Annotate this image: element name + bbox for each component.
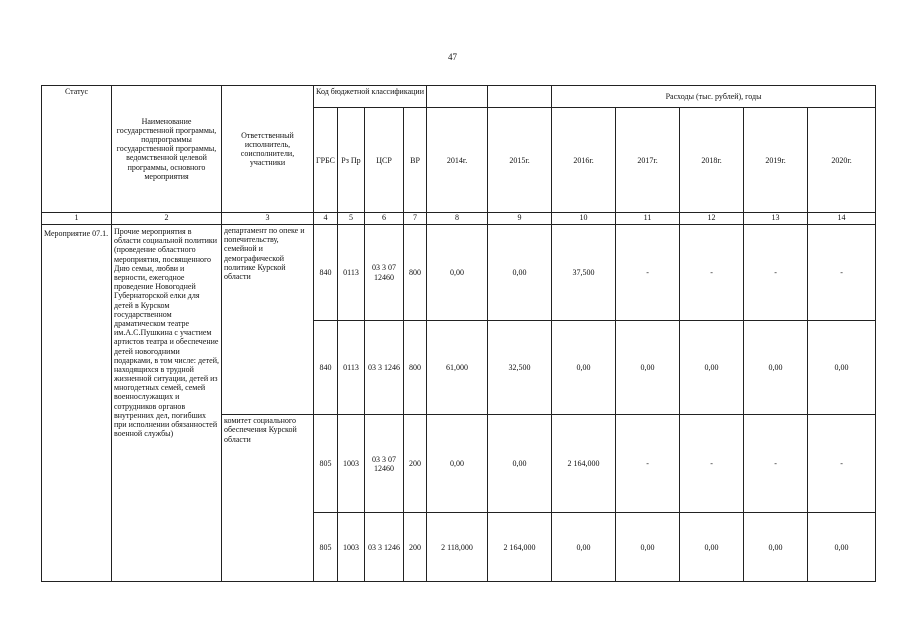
- value-cell: 0,00: [680, 513, 744, 582]
- rzpr-cell: 1003: [338, 415, 365, 513]
- value-cell: 61,000: [427, 321, 488, 415]
- value-cell: 0,00: [552, 513, 616, 582]
- column-number: 4: [314, 212, 338, 224]
- grbs-cell: 840: [314, 321, 338, 415]
- header-row-1: [42, 86, 876, 108]
- value-cell: 0,00: [427, 225, 488, 321]
- value-cell: 2 164,000: [488, 513, 552, 582]
- value-cell: -: [680, 225, 744, 321]
- value-cell: -: [616, 225, 680, 321]
- vr-cell: 200: [404, 415, 427, 513]
- budget-code-header: Код бюджетной классификации: [314, 86, 427, 108]
- value-cell: -: [808, 225, 876, 321]
- year-header: 2018г.: [680, 108, 744, 212]
- value-cell: 0,00: [488, 415, 552, 513]
- activity-name: Прочие мероприятия в области социальной политики (проведение областного мероприятия, посвященного Дню семьи, любви и верности, ежегодное проведение Новогодней Губернаторской елки для детей в Курском государственном драматическом театре им.А.С.Пушкина с участием артистов театра и обеспечение детей новогодними подарками, в том числе: детей, находящихся в трудной жизненной ситуации, детей из многодетных семей, семей военнослужащих и сотрудников органов внутренних дел, погибших при исполнении обязанностей военной службы): [114, 227, 219, 439]
- column-number: 8: [427, 212, 488, 224]
- csr-cell: 03 3 07 12460: [365, 415, 404, 513]
- column-number: 5: [338, 212, 365, 224]
- expenses-header: Расходы (тыс. рублей), годы: [552, 86, 876, 108]
- executor-header: Ответственный исполнитель, соисполнители, участники: [222, 86, 314, 213]
- csr-cell: 03 3 07 12460: [365, 225, 404, 321]
- value-cell: 0,00: [552, 321, 616, 415]
- csr-header: ЦСР: [365, 108, 404, 212]
- value-cell: -: [744, 225, 808, 321]
- header-blank-1: [427, 86, 488, 108]
- column-number: 3: [222, 212, 314, 224]
- rzpr-header: Рз Пр: [338, 108, 365, 212]
- status-header: Статус: [42, 86, 112, 213]
- program-name-header: Наименование государственной программы, подпрограммы государственной программы, ведомственной целевой программы, основного мероприятия: [112, 86, 222, 213]
- year-header: 2020г.: [808, 108, 876, 212]
- value-cell: 0,00: [744, 321, 808, 415]
- rzpr-cell: 1003: [338, 513, 365, 582]
- year-header: 2014г.: [427, 108, 488, 212]
- value-cell: 0,00: [744, 513, 808, 582]
- rzpr-cell: 0113: [338, 321, 365, 415]
- value-cell: 2 118,000: [427, 513, 488, 582]
- column-number: 11: [616, 212, 680, 224]
- vr-cell: 800: [404, 321, 427, 415]
- status-cell: Мероприятие 07.1.: [42, 225, 112, 582]
- column-number-row: [42, 212, 876, 224]
- grbs-header: ГРБС: [314, 108, 338, 212]
- grbs-cell: 840: [314, 225, 338, 321]
- column-number: 6: [365, 212, 404, 224]
- column-number: 13: [744, 212, 808, 224]
- table-row: [42, 225, 876, 321]
- column-number: 2: [112, 212, 222, 224]
- value-cell: -: [616, 415, 680, 513]
- year-header: 2015г.: [488, 108, 552, 212]
- column-number: 7: [404, 212, 427, 224]
- column-number: 14: [808, 212, 876, 224]
- column-number: 12: [680, 212, 744, 224]
- vr-cell: 800: [404, 225, 427, 321]
- value-cell: -: [808, 415, 876, 513]
- budget-table: [41, 85, 876, 582]
- value-cell: 0,00: [808, 513, 876, 582]
- value-cell: 37,500: [552, 225, 616, 321]
- column-number: 1: [42, 212, 112, 224]
- value-cell: 0,00: [680, 321, 744, 415]
- grbs-cell: 805: [314, 513, 338, 582]
- column-number: 9: [488, 212, 552, 224]
- activity-name-cell: [112, 225, 222, 582]
- rzpr-cell: 0113: [338, 225, 365, 321]
- year-header: 2016г.: [552, 108, 616, 212]
- value-cell: 0,00: [616, 321, 680, 415]
- value-cell: 0,00: [488, 225, 552, 321]
- vr-header: ВР: [404, 108, 427, 212]
- value-cell: -: [680, 415, 744, 513]
- column-number: 10: [552, 212, 616, 224]
- value-cell: -: [744, 415, 808, 513]
- csr-cell: 03 3 1246: [365, 321, 404, 415]
- year-header: 2019г.: [744, 108, 808, 212]
- vr-cell: 200: [404, 513, 427, 582]
- executor-cell: комитет социального обеспечения Курской области: [222, 415, 314, 582]
- value-cell: 2 164,000: [552, 415, 616, 513]
- csr-cell: 03 3 1246: [365, 513, 404, 582]
- value-cell: 0,00: [427, 415, 488, 513]
- page-number: 47: [448, 52, 457, 62]
- grbs-cell: 805: [314, 415, 338, 513]
- header-blank-2: [488, 86, 552, 108]
- value-cell: 32,500: [488, 321, 552, 415]
- year-header: 2017г.: [616, 108, 680, 212]
- executor-cell: департамент по опеке и попечительству, семейной и демографической политике Курской области: [222, 225, 314, 415]
- value-cell: 0,00: [616, 513, 680, 582]
- value-cell: 0,00: [808, 321, 876, 415]
